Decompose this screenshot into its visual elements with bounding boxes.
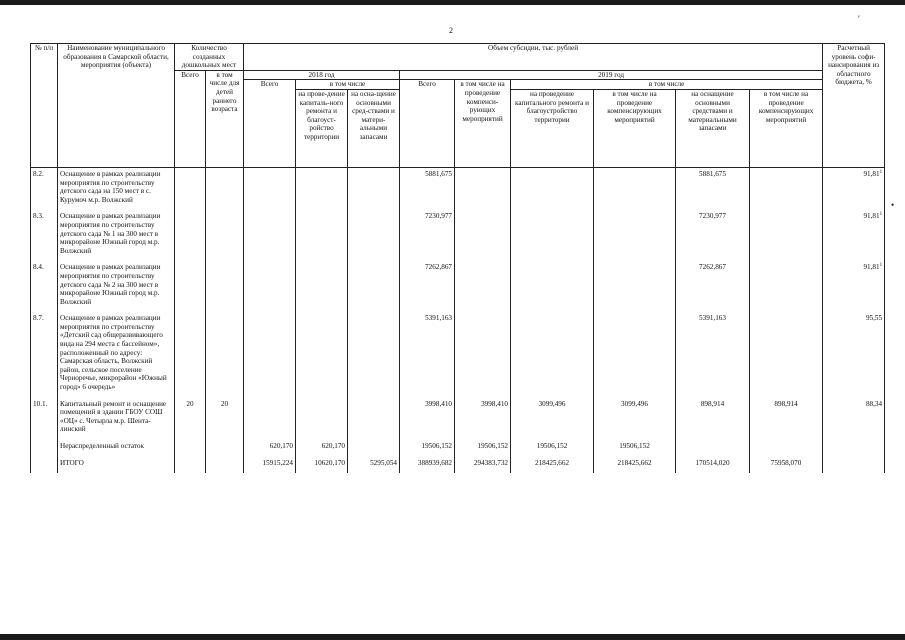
header-rate: Расчетный уровень софи-нансирования из областного бюджета, % <box>823 44 885 168</box>
row-name-text: Оснащение в рамках реализации мероприятия по строительству детского сада № 2 на 300 мест в микрорайоне Южный город м.р. Волжский <box>60 263 161 306</box>
row-number <box>31 312 58 397</box>
table-body <box>31 167 885 473</box>
header-2019-incl: в том числе <box>511 80 823 90</box>
table-row <box>31 457 885 474</box>
table-row <box>31 312 885 397</box>
row-2019-repair-comp <box>594 457 676 474</box>
row-2019-total-text: 19506,152 <box>421 442 453 450</box>
row-2018-equip-text: 5295,054 <box>370 458 398 467</box>
row-2019-total <box>400 167 455 210</box>
row-2019-total-text: 388939,682 <box>417 458 453 467</box>
row-number-text: 8.2. <box>33 169 44 178</box>
header-2019-equip: на оснащение основными средствами и материальными запасами <box>676 89 750 167</box>
row-number <box>31 261 58 312</box>
table-row <box>31 210 885 261</box>
row-2019-equip <box>676 457 750 474</box>
row-2019-equip-text: 5881,675 <box>699 169 726 178</box>
row-2019-comp <box>455 210 511 261</box>
row-places-total <box>175 398 206 440</box>
row-2019-repair-comp <box>594 398 676 440</box>
row-2019-comp <box>455 312 511 397</box>
row-2019-comp <box>455 398 511 440</box>
row-rate-text: 91,81 <box>863 169 880 178</box>
header-2018-repair: на прове-дение капиталь-ного ремонта и благоуст-ройство территории <box>296 89 348 167</box>
row-2019-equip-comp <box>750 210 823 261</box>
row-2019-comp-text: 294383,732 <box>473 458 509 467</box>
row-2019-equip-comp <box>750 261 823 312</box>
row-2019-equip <box>676 440 750 457</box>
row-2019-repair <box>511 210 594 261</box>
row-name <box>58 398 175 440</box>
row-name-text: Оснащение в рамках реализации мероприятия по строительству «Детский сад общеразвивающего вида на 294 места с бассейном», расположенный по адресу: Самарская область, Волжский район, сельское поселение Черноречье, микрорайон «Южный город» 6 очередь» <box>60 314 167 392</box>
row-2019-total <box>400 210 455 261</box>
row-2019-comp <box>455 167 511 210</box>
row-2018-repair <box>296 440 348 457</box>
row-places-total <box>175 457 206 474</box>
row-2019-repair-comp-text: 19506,152 <box>619 442 650 450</box>
footnote-mark: 1 <box>879 212 883 218</box>
row-number <box>31 440 58 457</box>
header-2018-total: Всего <box>244 80 296 168</box>
row-2019-equip-comp <box>750 440 823 457</box>
header-2019-total: Всего <box>400 80 455 168</box>
row-2018-total <box>244 261 296 312</box>
row-2019-repair <box>511 440 594 457</box>
row-2019-equip <box>676 261 750 312</box>
row-2019-repair <box>511 457 594 474</box>
row-name-text: Нераспределенный остаток <box>60 442 145 450</box>
row-2019-comp-text: 19506,152 <box>477 442 509 450</box>
row-2018-repair-text: 620,170 <box>321 442 346 450</box>
row-2019-equip-comp <box>750 312 823 397</box>
row-2019-repair <box>511 398 594 440</box>
row-2019-equip-text: 5391,163 <box>699 314 726 323</box>
header-2018: 2018 год <box>244 70 400 80</box>
row-number <box>31 398 58 440</box>
row-2019-total-text: 5881,675 <box>425 169 453 178</box>
row-2018-total <box>244 312 296 397</box>
row-name <box>58 210 175 261</box>
header-places-total: Всего <box>175 70 206 167</box>
row-2018-total <box>244 167 296 210</box>
row-2019-repair <box>511 167 594 210</box>
scan-dot: • <box>891 200 895 210</box>
row-2019-equip <box>676 210 750 261</box>
row-number-text: 8.7. <box>33 314 44 323</box>
row-2018-equip <box>348 210 400 261</box>
row-name-text: Оснащение в рамках реализации мероприятия по строительству детского сада на 150 мест в с. Курумоч м.р. Волжский <box>60 169 161 204</box>
header-2019-repair-comp: в том числе на проведение компенсирующих мероприятий <box>594 89 676 167</box>
row-2018-total-text: 620,170 <box>269 442 294 450</box>
row-2019-repair-text: 218425,662 <box>534 458 570 467</box>
row-2019-repair-text: 3099,496 <box>538 399 566 408</box>
row-2019-repair-comp <box>594 440 676 457</box>
row-name-text: Оснащение в рамках реализации мероприятия по строительству детского сада № 1 на 300 мест в микрорайоне Южный город м.р. Волжский <box>60 212 161 255</box>
row-rate-text: 91,81 <box>863 212 880 221</box>
row-2019-equip-comp-text: 75958,070 <box>770 458 802 467</box>
row-number-text: 8.4. <box>33 263 44 272</box>
row-name-text: ИТОГО <box>60 458 84 467</box>
row-2019-total-text: 7230,977 <box>425 212 453 221</box>
row-2019-repair-comp <box>594 167 676 210</box>
row-2019-total <box>400 440 455 457</box>
table-row <box>31 398 885 440</box>
row-2019-total-text: 5391,163 <box>425 314 453 323</box>
row-2019-total-text: 3998,410 <box>425 399 453 408</box>
row-2018-equip <box>348 312 400 397</box>
row-name <box>58 457 175 474</box>
row-places-total <box>175 440 206 457</box>
row-2019-equip-comp-text: 898,914 <box>774 399 798 408</box>
row-2019-comp-text: 3998,410 <box>481 399 509 408</box>
row-2018-total <box>244 210 296 261</box>
header-2019-equip-comp: в том числе на проведение компенсирующих мероприятий <box>750 89 823 167</box>
row-name <box>58 167 175 210</box>
header-2019-repair: на проведение капитального ремонта и благоустройство территории <box>511 89 594 167</box>
table-row <box>31 440 885 457</box>
row-places-early <box>206 312 244 397</box>
row-2019-equip-text: 7230,977 <box>699 212 726 221</box>
row-rate <box>823 210 885 261</box>
row-places-total-text: 20 <box>186 399 194 408</box>
header-2019-comp: в том числе на проведение компенси-рующих мероприятий <box>455 80 511 168</box>
header-2018-equip: на осна-щение основными сред-ствами и матери-альными запасами <box>348 89 400 167</box>
row-2019-comp <box>455 457 511 474</box>
row-number-text: 10.1. <box>33 399 48 408</box>
row-2018-total <box>244 398 296 440</box>
row-rate <box>823 398 885 440</box>
row-2019-equip-comp <box>750 167 823 210</box>
row-2019-repair-text: 19506,152 <box>536 442 568 450</box>
row-number <box>31 210 58 261</box>
row-2018-equip <box>348 457 400 474</box>
row-2018-equip <box>348 440 400 457</box>
row-2018-equip <box>348 398 400 440</box>
footnote-mark: 1 <box>879 169 883 175</box>
row-places-early-text: 20 <box>220 399 229 408</box>
row-2019-total <box>400 312 455 397</box>
row-2018-repair <box>296 312 348 397</box>
row-rate-text: 95,55 <box>865 314 883 323</box>
row-2018-repair <box>296 261 348 312</box>
header-subsidy: Объем субсидии, тыс. рублей <box>244 44 823 71</box>
row-2018-repair <box>296 210 348 261</box>
row-2019-repair-comp <box>594 312 676 397</box>
row-rate-text: 88,34 <box>865 399 883 408</box>
row-places-total <box>175 167 206 210</box>
row-rate <box>823 167 885 210</box>
row-2019-repair <box>511 261 594 312</box>
header-places-early: в том числе для детей раннего возраста <box>206 70 244 167</box>
header-places: Количество созданных дошкольных мест <box>175 44 244 71</box>
row-2019-comp <box>455 261 511 312</box>
row-2019-total-text: 7262,867 <box>425 263 453 272</box>
row-2019-equip-comp <box>750 457 823 474</box>
row-2019-equip <box>676 312 750 397</box>
row-rate <box>823 312 885 397</box>
row-number <box>31 167 58 210</box>
row-2018-equip <box>348 261 400 312</box>
row-rate <box>823 440 885 457</box>
top-border <box>0 0 905 5</box>
row-2019-repair <box>511 312 594 397</box>
row-places-total <box>175 210 206 261</box>
row-2019-repair-comp-text: 218425,662 <box>617 458 652 467</box>
row-2019-total <box>400 261 455 312</box>
bottom-border <box>0 634 905 640</box>
row-2019-repair-comp <box>594 261 676 312</box>
row-number-text: 8.3. <box>33 212 44 221</box>
row-2019-equip-text: 898,914 <box>700 399 725 408</box>
page-number: 2 <box>449 26 453 35</box>
row-places-early <box>206 210 244 261</box>
row-2019-equip <box>676 398 750 440</box>
row-rate <box>823 261 885 312</box>
row-2018-repair <box>296 167 348 210</box>
row-places-total <box>175 312 206 397</box>
row-name-text: Капитальный ремонт и оснащение помещений в здании ГБОУ СОШ «ОЦ» с. Четырла м.р. Шента-линский <box>60 399 167 434</box>
row-name <box>58 312 175 397</box>
row-2019-equip-text: 170514,020 <box>695 458 730 467</box>
row-2018-repair <box>296 457 348 474</box>
row-2018-equip <box>348 167 400 210</box>
row-2019-repair-comp <box>594 210 676 261</box>
row-2018-repair-text: 10620,170 <box>314 458 346 467</box>
scan-mark: ′ <box>858 14 860 24</box>
header-name: Наименование муниципального образования в Самарской области, мероприятия (объекта) <box>58 44 175 168</box>
row-name <box>58 261 175 312</box>
row-name <box>58 440 175 457</box>
row-places-early <box>206 398 244 440</box>
row-2019-equip-text: 7262,867 <box>699 263 726 272</box>
row-2019-total <box>400 398 455 440</box>
row-2018-total-text: 15915,224 <box>262 458 294 467</box>
row-rate-text: 91,81 <box>863 263 880 272</box>
row-2019-comp <box>455 440 511 457</box>
row-places-early <box>206 261 244 312</box>
row-2018-total <box>244 440 296 457</box>
row-places-early <box>206 440 244 457</box>
header-2019: 2019 год <box>400 70 823 80</box>
row-2018-total <box>244 457 296 474</box>
row-2019-repair-comp-text: 3099,496 <box>621 399 648 408</box>
subsidy-table <box>30 43 885 473</box>
row-places-early <box>206 167 244 210</box>
row-2019-total <box>400 457 455 474</box>
row-2018-repair <box>296 398 348 440</box>
row-2019-equip <box>676 167 750 210</box>
row-number <box>31 457 58 474</box>
row-places-early <box>206 457 244 474</box>
row-2019-equip-comp <box>750 398 823 440</box>
row-rate <box>823 457 885 474</box>
row-places-total <box>175 261 206 312</box>
table-row <box>31 261 885 312</box>
header-2018-incl: в том числе <box>296 80 400 90</box>
footnote-mark: 1 <box>879 263 883 269</box>
table-row <box>31 167 885 210</box>
header-no: № п/п <box>31 44 58 168</box>
